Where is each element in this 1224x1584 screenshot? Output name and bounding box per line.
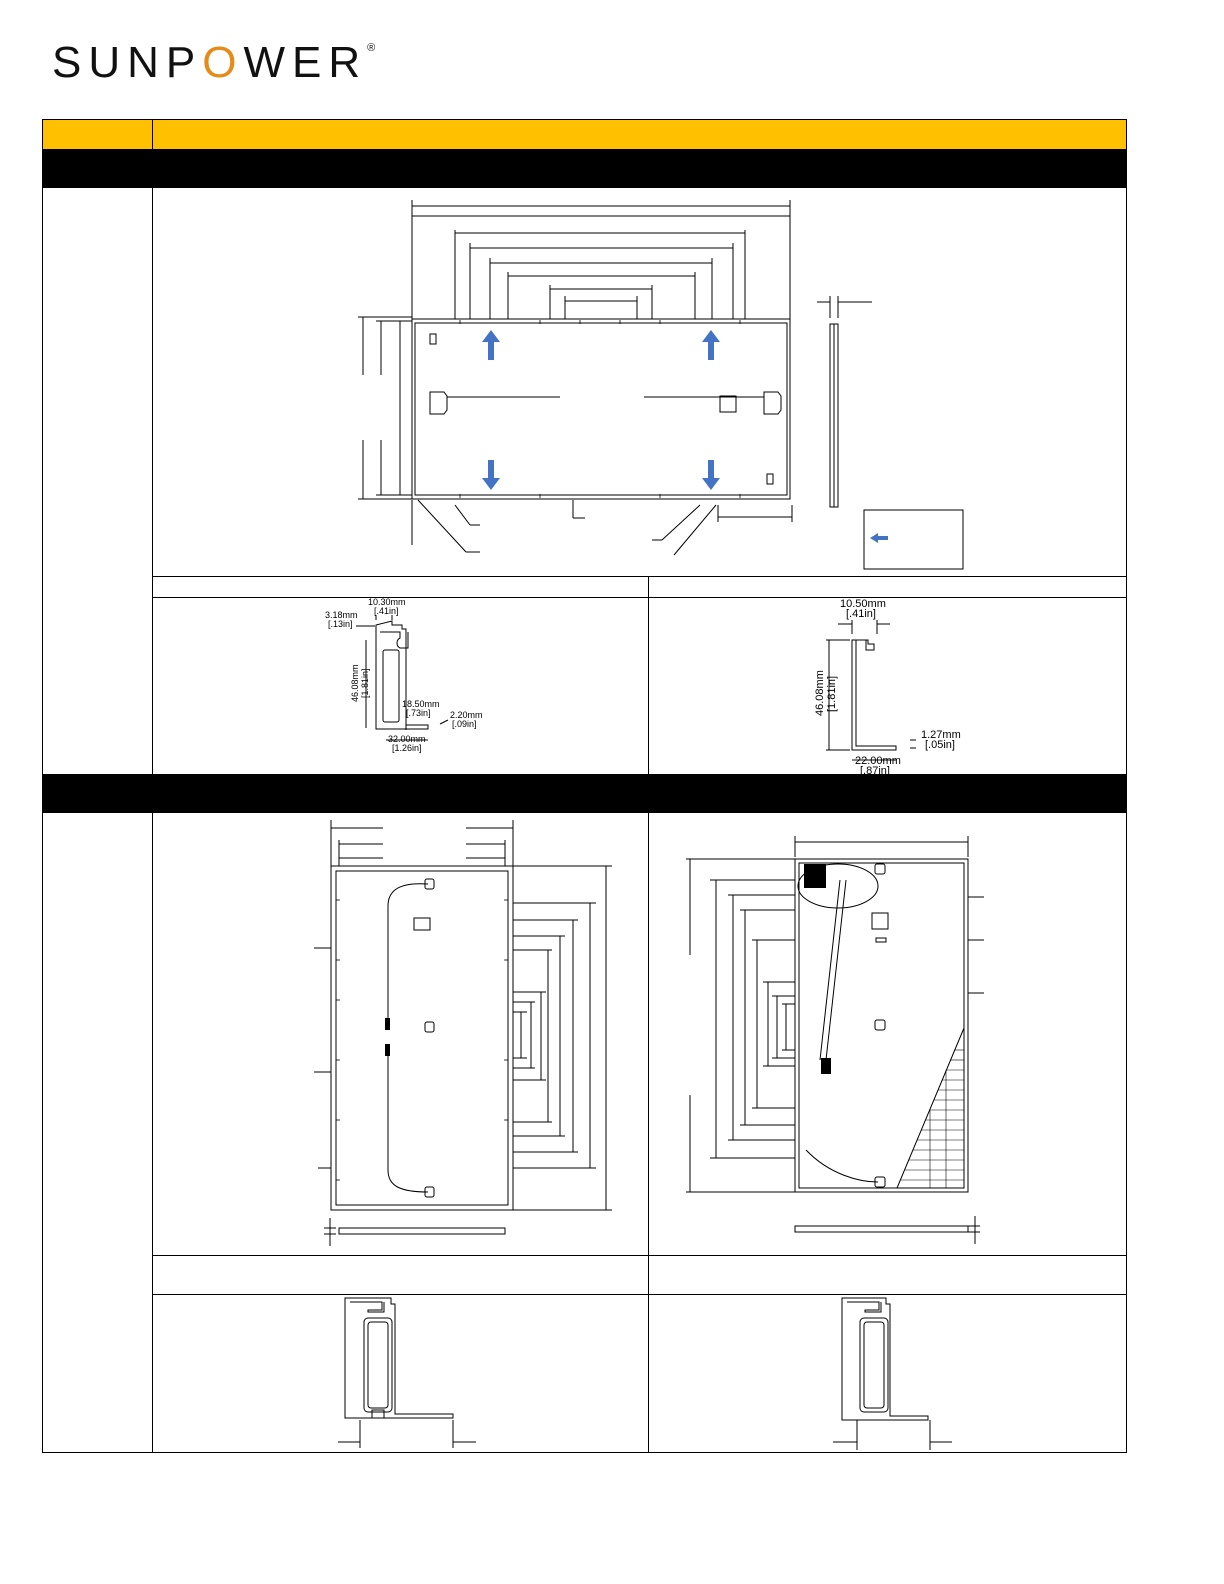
- left-dim-lip-mm: 3.18mm: [325, 610, 358, 620]
- left-dim-lip-in: [.13in]: [328, 619, 353, 629]
- sunpower-logo: SUNPOWER®: [52, 38, 376, 87]
- left-dim-inner-in: [.73in]: [406, 708, 431, 718]
- right-dim-wall-mm: 1.27mm: [921, 729, 961, 741]
- right-dim-wall-in: [.05in]: [925, 739, 955, 751]
- left-dim-top-mm: 10.30mm: [368, 597, 406, 607]
- left-dim-wall-mm: 2.20mm: [450, 710, 483, 720]
- left-dim-inner-mm: 18.50mm: [402, 699, 440, 709]
- left-dim-top-in: [.41in]: [374, 606, 399, 616]
- left-dim-base-mm: 32.00mm: [388, 734, 426, 744]
- right-dim-height-mm: 46.08mm: [814, 670, 826, 716]
- left-dim-base-in: [1.26in]: [392, 743, 422, 753]
- right-dim-height-in: [1.81in]: [826, 675, 838, 712]
- left-dim-wall-in: [.09in]: [452, 719, 477, 729]
- right-dim-top-in: [.41in]: [846, 608, 876, 620]
- right-dim-top-mm: 10.50mm: [840, 598, 886, 610]
- logo-o-letter: O: [202, 38, 244, 87]
- right-dim-base-mm: 22.00mm: [855, 755, 901, 767]
- left-dim-height-mm: 46.08mm: [350, 664, 360, 702]
- right-dim-base-in: [.87in]: [860, 765, 890, 777]
- left-dim-height-in: [1.81in]: [360, 668, 370, 698]
